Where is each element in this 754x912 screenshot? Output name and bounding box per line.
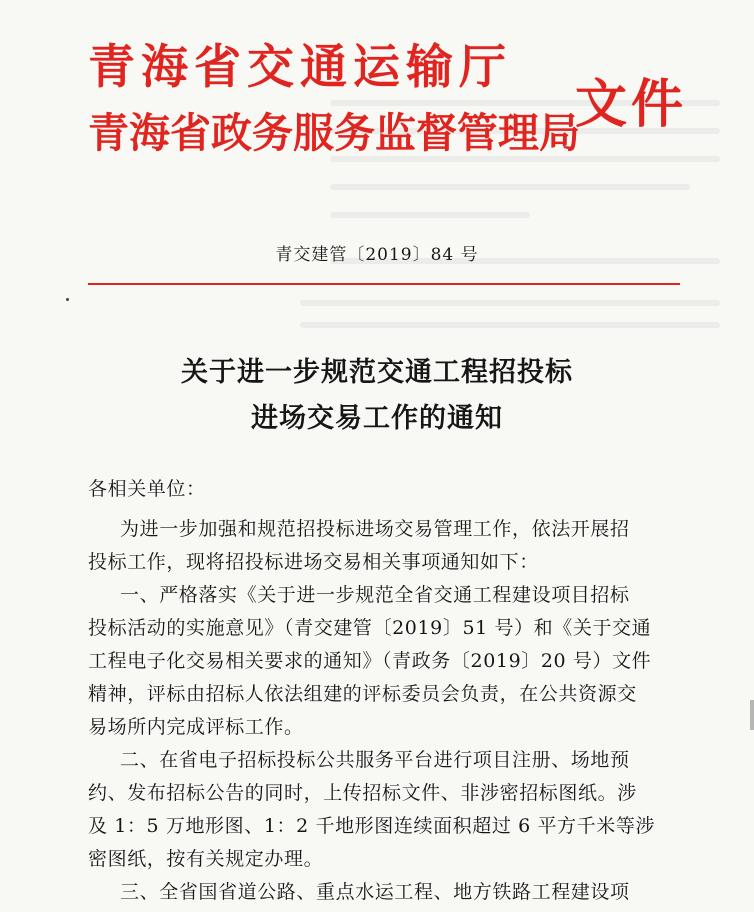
body-line: 为进一步加强和规范招投标进场交易管理工作，依法开展招 xyxy=(120,518,630,540)
bleed-through-mark xyxy=(300,300,720,306)
body-line: 精神，评标由招标人依法组建的评标委员会负责，在公共资源交 xyxy=(88,683,637,705)
body-line: 一、严格落实《关于进一步规范全省交通工程建设项目招标 xyxy=(120,584,630,606)
issuer-transport-dept: 青海省交通运输厅 xyxy=(88,40,512,95)
speck xyxy=(66,298,69,301)
document-number: 青交建管〔2019〕84 号 xyxy=(275,245,479,265)
scan-edge-mark xyxy=(750,700,754,730)
body-line: 约、发布招标公告的同时，上传招标文件、非涉密招标图纸。涉 xyxy=(88,782,637,804)
red-divider-line xyxy=(88,283,680,285)
document-title-line-1: 关于进一步规范交通工程招投标 xyxy=(181,357,573,388)
bleed-through-mark xyxy=(330,212,530,218)
body-line: 工程电子化交易相关要求的通知》（青政务〔2019〕20 号）文件 xyxy=(88,650,652,672)
body-line: 密图纸，按有关规定办理。 xyxy=(88,848,324,870)
bleed-through-mark xyxy=(330,184,690,190)
body-line: 及 1：5 万地形图、1：2 千地形图连续面积超过 6 平方千米等涉 xyxy=(88,815,656,837)
body-line: 投标工作，现将招投标进场交易相关事项通知如下： xyxy=(88,551,539,573)
body-line: 二、在省电子招标投标公共服务平台进行项目注册、场地预 xyxy=(120,749,630,771)
salutation: 各相关单位： xyxy=(88,478,206,500)
body-line: 三、全省国省道公路、重点水运工程、地方铁路工程建设项 xyxy=(120,881,630,903)
bleed-through-mark xyxy=(300,322,720,328)
body-line: 投标活动的实施意见》（青交建管〔2019〕51 号）和《关于交通 xyxy=(88,617,652,639)
document-label: 文件 xyxy=(575,75,688,135)
document-title-line-2: 进场交易工作的通知 xyxy=(251,403,503,434)
body-line: 易场所内完成评标工作。 xyxy=(88,716,304,738)
issuer-gov-service-bureau: 青海省政务服务监督管理局 xyxy=(88,109,580,157)
